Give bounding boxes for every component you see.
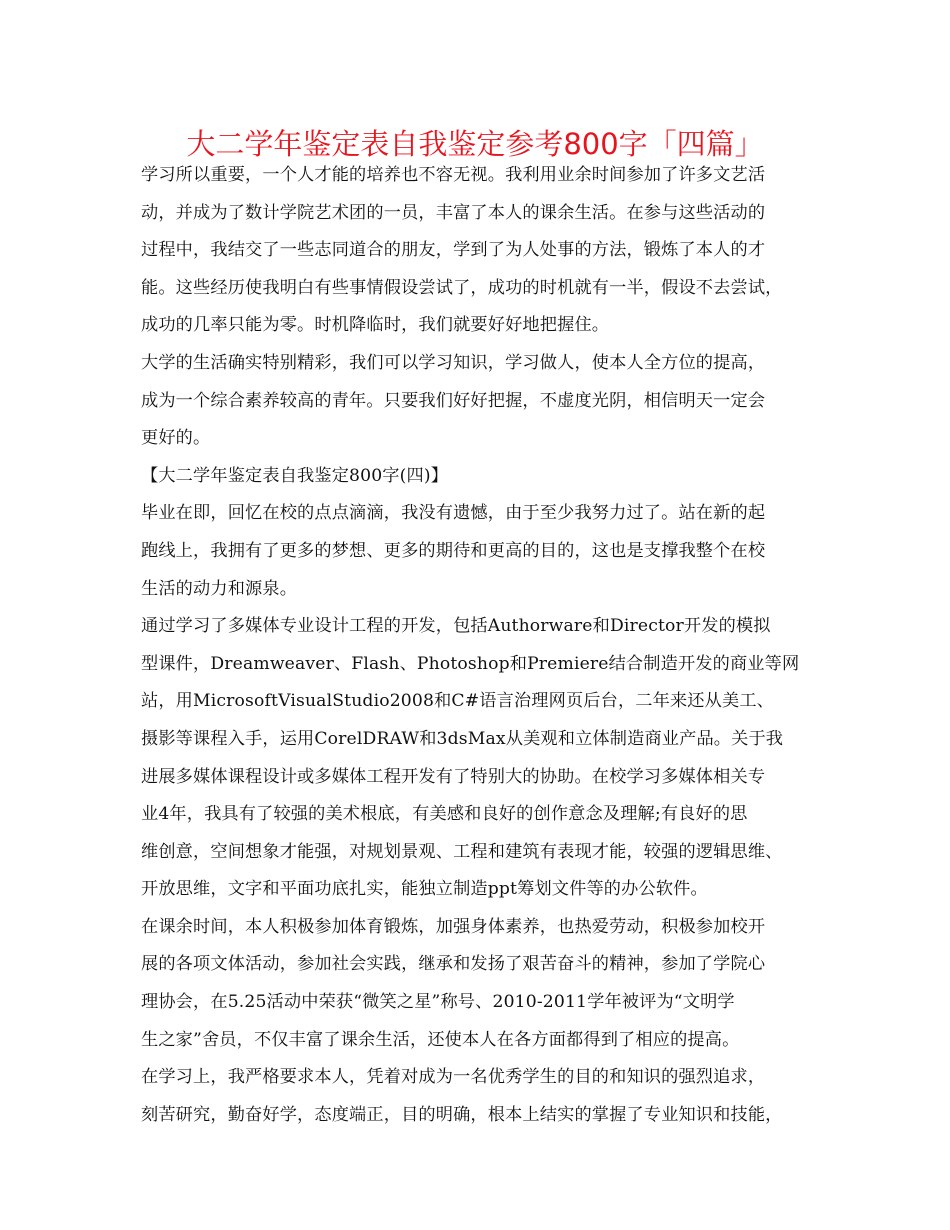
body-line: 动，并成为了数计学院艺术团的一员，丰富了本人的课余生活。在参与这些活动的	[141, 202, 766, 223]
body-line: 业4年，我具有了较强的美术根底，有美感和良好的创作意念及理解;有良好的思	[141, 804, 748, 825]
body-line: 成功的几率只能为零。时机降临时，我们就要好好地把握住。	[141, 315, 610, 336]
body-line: 站，用MicrosoftVisualStudio2008和C#语言治理网页后台，二年来还从美工、	[141, 691, 774, 712]
document-body	[141, 157, 831, 1134]
body-line: 进展多媒体课程设计或多媒体工程开发有了特别大的协助。在校学习多媒体相关专	[141, 766, 766, 787]
body-line: 成为一个综合素养较高的青年。只要我们好好把握，不虚度光阴，相信明天一定会	[141, 390, 766, 411]
body-line: 大学的生活确实特别精彩，我们可以学习知识，学习做人，使本人全方位的提高，	[141, 352, 766, 373]
body-line: 维创意，空间想象才能强，对规划景观、工程和建筑有表现才能，较强的逻辑思维、	[141, 841, 783, 862]
body-line: 生活的动力和源泉。	[141, 578, 298, 599]
body-line: 在学习上，我严格要求本人，凭着对成为一名优秀学生的目的和知识的强烈追求，	[141, 1067, 766, 1088]
section-heading: 【大二学年鉴定表自我鉴定800字(四)】	[141, 465, 449, 486]
body-line: 通过学习了多媒体专业设计工程的开发，包括Authorware和Director开发的模拟	[141, 616, 771, 637]
body-line: 跑线上，我拥有了更多的梦想、更多的期待和更高的目的，这也是支撑我整个在校	[141, 540, 766, 561]
body-line: 刻苦研究，勤奋好学，态度端正，目的明确，根本上结实的掌握了专业知识和技能，	[141, 1104, 783, 1125]
document-title: 大二学年鉴定表自我鉴定参考800字「四篇」	[186, 127, 764, 161]
body-line: 能。这些经历使我明白有些事情假设尝试了，成功的时机就有一半，假设不去尝试，	[141, 277, 783, 298]
body-line: 开放思维，文字和平面功底扎实，能独立制造ppt筹划文件等的办公软件。	[141, 879, 708, 900]
body-line: 理协会，在5.25活动中荣获“微笑之星”称号、2010-2011学年被评为“文明学	[141, 992, 735, 1013]
body-line: 更好的。	[141, 428, 211, 449]
body-line: 摄影等课程入手，运用CorelDRAW和3dsMax从美观和立体制造商业产品。关于我	[141, 728, 784, 749]
body-line: 展的各项文体活动，参加社会实践，继承和发扬了艰苦奋斗的精神，参加了学院心	[141, 954, 766, 975]
body-line: 学习所以重要，一个人才能的培养也不容无视。我利用业余时间参加了许多文艺活	[141, 165, 766, 185]
body-line: 毕业在即，回忆在校的点点滴滴，我没有遗憾，由于至少我努力过了。站在新的起	[141, 503, 766, 524]
body-line: 过程中，我结交了一些志同道合的朋友，学到了为人处事的方法，锻炼了本人的才	[141, 240, 766, 261]
body-line: 在课余时间，本人积极参加体育锻炼，加强身体素养，也热爱劳动，积极参加校开	[141, 916, 766, 937]
body-line: 型课件，Dreamweaver、Flash、Photoshop和Premiere结合制造开发的商业等网	[141, 653, 800, 674]
body-line: 生之家”舍员，不仅丰富了课余生活，还使本人在各方面都得到了相应的提高。	[141, 1029, 740, 1050]
